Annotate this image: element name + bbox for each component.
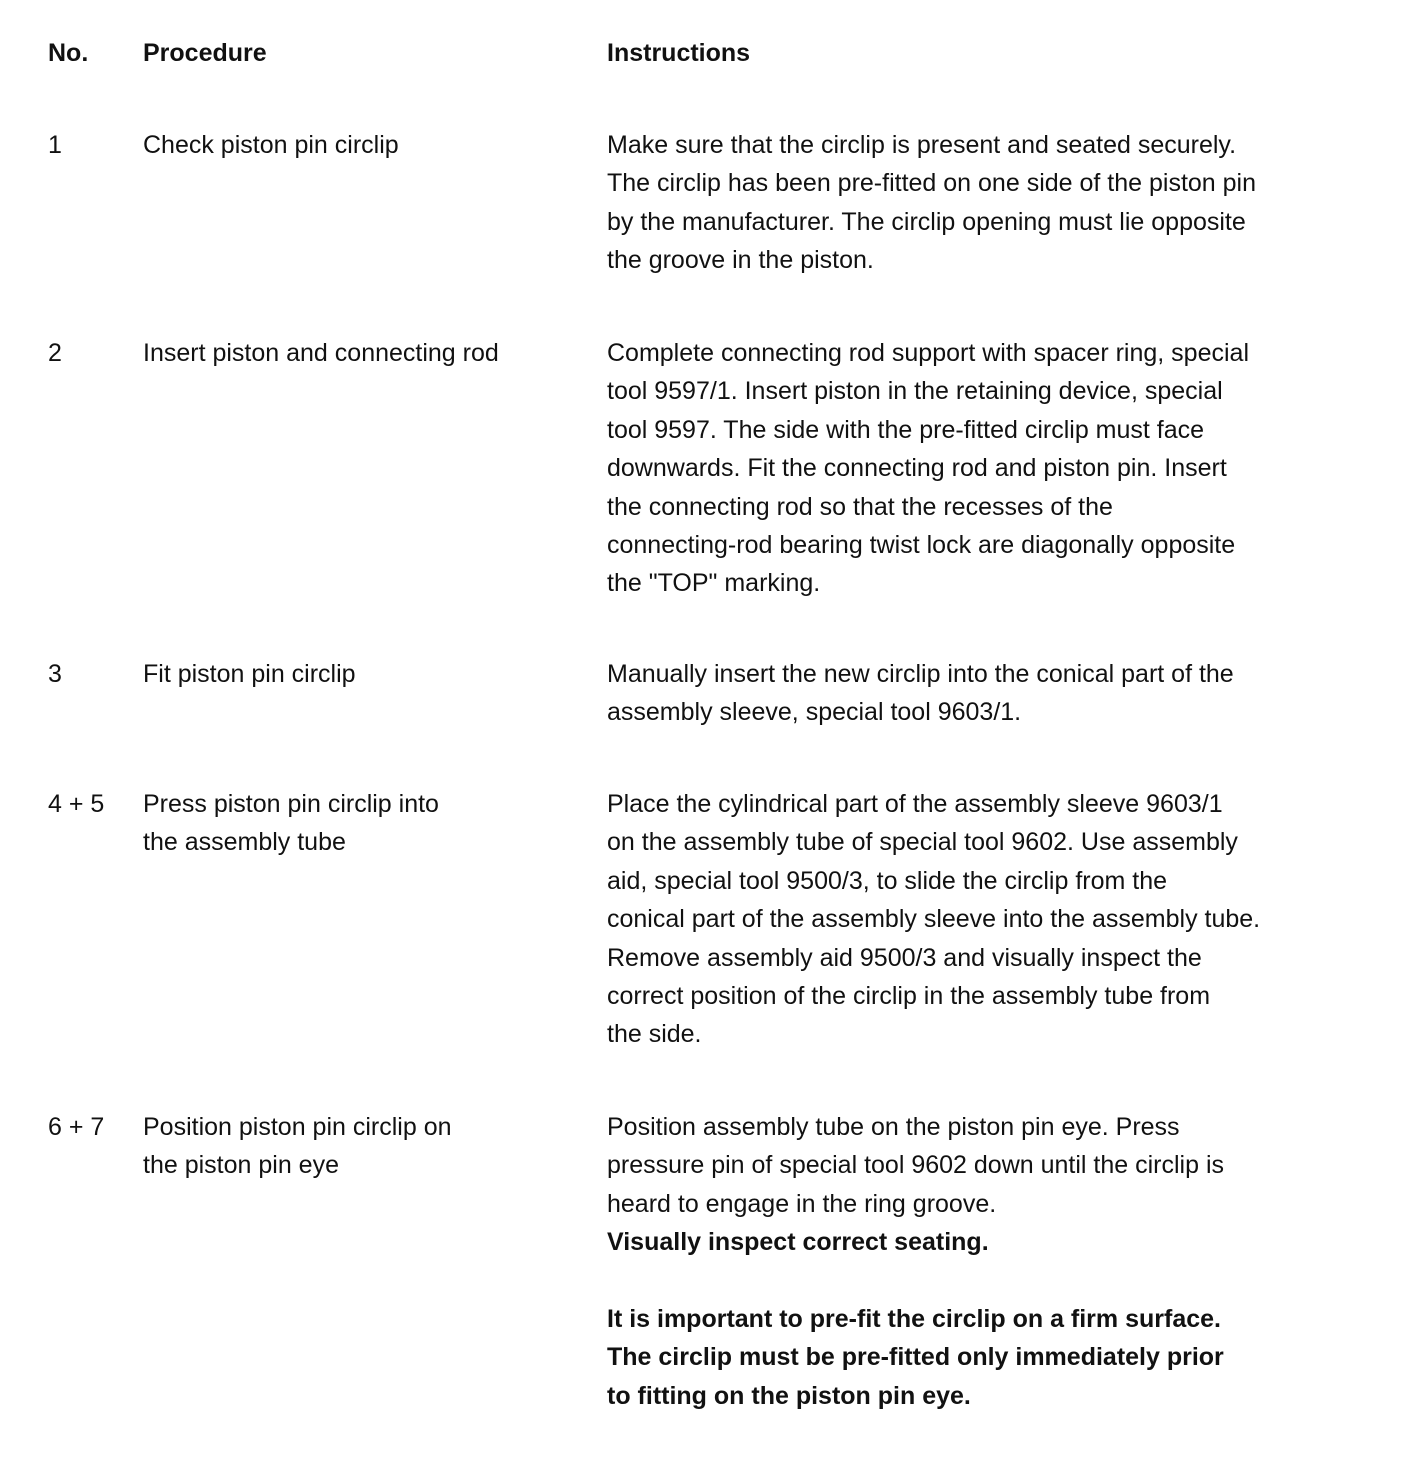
instruction-line: tool 9597/1. Insert piston in the retaining device, special (607, 377, 1223, 406)
instruction-line: tool 9597. The side with the pre-fitted circlip must face (607, 415, 1205, 444)
procedure-line: Fit piston pin circlip (143, 660, 356, 688)
instruction-line: Remove assembly aid 9500/3 and visually inspect the (607, 943, 1202, 972)
header-no: No. (48, 39, 89, 67)
instruction-line: heard to engage in the ring groove. (607, 1189, 997, 1218)
step-number: 6 + 7 (48, 1113, 105, 1141)
step-instructions (607, 785, 1367, 1054)
instruction-line: conical part of the assembly sleeve into the assembly tube. (607, 905, 1261, 934)
procedure-line: Position piston pin circlip on (143, 1113, 452, 1141)
instruction-line: connecting-rod bearing twist lock are diagonally opposite (607, 531, 1236, 560)
instruction-line: the groove in the piston. (607, 246, 874, 275)
instruction-line: assembly sleeve, special tool 9603/1. (607, 698, 1022, 727)
procedure-line: the piston pin eye (143, 1151, 339, 1180)
instruction-line: Manually insert the new circlip into the conical part of the (607, 660, 1234, 688)
procedure-line: Check piston pin circlip (143, 131, 399, 159)
instruction-line: Place the cylindrical part of the assembly sleeve 9603/1 (607, 790, 1223, 818)
instruction-line: by the manufacturer. The circlip opening must lie opposite (607, 207, 1246, 236)
instruction-line: Position assembly tube on the piston pin eye. Press (607, 1113, 1180, 1141)
instruction-line: aid, special tool 9500/3, to slide the circlip from the (607, 866, 1168, 895)
step-instructions (607, 1108, 1367, 1415)
step-procedure (143, 126, 583, 164)
procedure-line: the assembly tube (143, 828, 346, 857)
step-number: 3 (48, 660, 62, 688)
header-instructions: Instructions (607, 39, 751, 67)
step-procedure (143, 1108, 583, 1185)
instruction-line: Make sure that the circlip is present and seated securely. (607, 131, 1237, 159)
instruction-line: The circlip has been pre-fitted on one side of the piston pin (607, 169, 1257, 198)
step-instructions (607, 126, 1367, 280)
instruction-emphasis: Visually inspect correct seating. (607, 1228, 989, 1257)
important-note-line: to fitting on the piston pin eye. (607, 1381, 971, 1410)
step-number: 1 (48, 131, 62, 159)
header-procedure: Procedure (143, 39, 267, 67)
table-header (0, 34, 1408, 74)
procedure-line: Press piston pin circlip into (143, 790, 439, 818)
step-number: 2 (48, 339, 62, 367)
step-procedure (143, 655, 583, 693)
instruction-line: the connecting rod so that the recesses of the (607, 492, 1113, 521)
step-instructions (607, 334, 1367, 603)
important-note-line: The circlip must be pre-fitted only immediately prior (607, 1343, 1224, 1372)
step-instructions (607, 655, 1367, 732)
instruction-line: pressure pin of special tool 9602 down until the circlip is (607, 1151, 1225, 1180)
step-number: 4 + 5 (48, 790, 105, 818)
instruction-line: the "TOP" marking. (607, 569, 821, 598)
instruction-line: the side. (607, 1020, 702, 1049)
instruction-line: correct position of the circlip in the assembly tube from (607, 982, 1211, 1011)
procedure-line: Insert piston and connecting rod (143, 339, 499, 367)
paragraph-gap (607, 1262, 1367, 1300)
instruction-line: on the assembly tube of special tool 9602. Use assembly (607, 828, 1238, 857)
instruction-line: Complete connecting rod support with spacer ring, special (607, 339, 1250, 367)
important-note-line: It is important to pre-fit the circlip on a firm surface. (607, 1305, 1221, 1334)
instruction-line: downwards. Fit the connecting rod and piston pin. Insert (607, 454, 1227, 483)
step-procedure (143, 334, 583, 372)
step-procedure (143, 785, 583, 862)
